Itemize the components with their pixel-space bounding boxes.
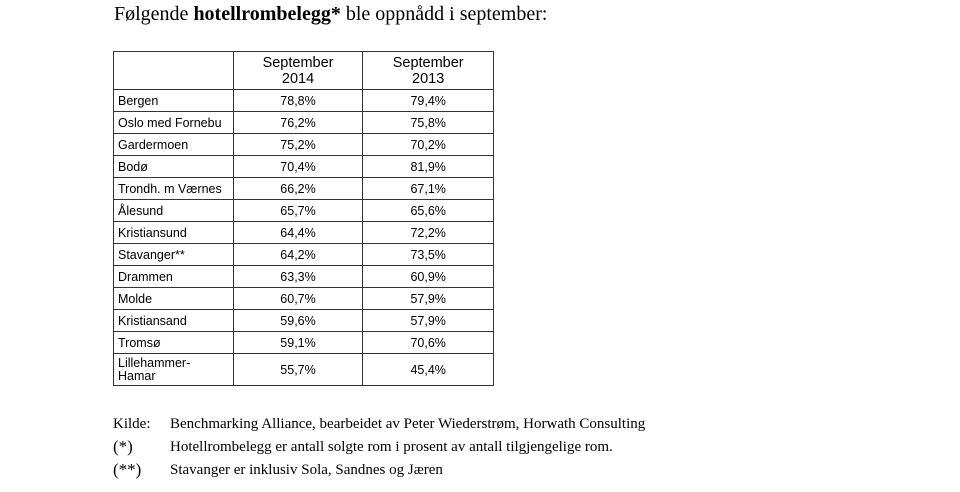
- table-header-row: [114, 52, 494, 90]
- city-cell: Kristiansand: [114, 310, 234, 332]
- value-2013-cell: 70,2%: [363, 134, 494, 156]
- value-2013-cell: 67,1%: [363, 178, 494, 200]
- title-suffix: ble oppnådd i september:: [340, 3, 548, 25]
- city-cell: Lillehammer- Hamar: [114, 354, 234, 386]
- value-2013-cell: 72,2%: [363, 222, 494, 244]
- table-row: [114, 332, 494, 354]
- value-2014-cell: 70,4%: [233, 156, 363, 178]
- title-prefix: Følgende: [114, 3, 194, 25]
- value-2013-cell: 79,4%: [363, 90, 494, 112]
- city-cell: Drammen: [114, 266, 234, 288]
- value-2014-cell: 59,6%: [233, 310, 363, 332]
- value-2014-cell: 55,7%: [233, 354, 363, 386]
- city-cell: Molde: [114, 288, 234, 310]
- city-cell: Bergen: [114, 90, 234, 112]
- table-row: [114, 310, 494, 332]
- city-cell: Stavanger**: [114, 244, 234, 266]
- value-2014-cell: 64,2%: [233, 244, 363, 266]
- value-2014-cell: 66,2%: [233, 178, 363, 200]
- title-bold: hotellrombelegg*: [193, 3, 341, 25]
- value-2014-cell: 65,7%: [233, 200, 363, 222]
- table-row: [114, 266, 494, 288]
- value-2014-cell: 64,4%: [233, 222, 363, 244]
- city-cell: Bodø: [114, 156, 234, 178]
- table-row: [114, 354, 494, 386]
- note-key: (*): [113, 437, 133, 456]
- table-row: [114, 200, 494, 222]
- header-2014: [233, 52, 363, 90]
- occupancy-table: [113, 51, 494, 386]
- header-2013: [363, 52, 494, 90]
- value-2013-cell: 60,9%: [363, 266, 494, 288]
- value-2014-cell: 63,3%: [233, 266, 363, 288]
- value-2014-cell: 76,2%: [233, 112, 363, 134]
- value-2013-cell: 57,9%: [363, 310, 494, 332]
- note-text: Stavanger er inklusiv Sola, Sandnes og Jæren: [170, 462, 443, 478]
- value-2013-cell: 75,8%: [363, 112, 494, 134]
- table-row: [114, 156, 494, 178]
- value-2014-cell: 75,2%: [233, 134, 363, 156]
- note-key: (**): [113, 460, 142, 479]
- city-cell: Gardermoen: [114, 134, 234, 156]
- note-text: Hotellrombelegg er antall solgte rom i prosent av antall tilgjengelige rom.: [170, 439, 613, 455]
- header-city: [114, 52, 234, 90]
- header-2014-month: September: [262, 54, 334, 71]
- table-row: [114, 112, 494, 134]
- value-2014-cell: 78,8%: [233, 90, 363, 112]
- value-2014-cell: 60,7%: [233, 288, 363, 310]
- value-2014-cell: 59,1%: [233, 332, 363, 354]
- table-row: [114, 244, 494, 266]
- city-cell: Tromsø: [114, 332, 234, 354]
- header-2013-year: 2013: [412, 70, 445, 87]
- value-2013-cell: 45,4%: [363, 354, 494, 386]
- city-cell: Oslo med Fornebu: [114, 112, 234, 134]
- note-key: Kilde:: [113, 416, 151, 432]
- city-cell: Kristiansund: [114, 222, 234, 244]
- table-row: [114, 222, 494, 244]
- table-row: [114, 288, 494, 310]
- value-2013-cell: 70,6%: [363, 332, 494, 354]
- city-cell: Trondh. m Værnes: [114, 178, 234, 200]
- value-2013-cell: 57,9%: [363, 288, 494, 310]
- header-2014-year: 2014: [281, 70, 315, 87]
- value-2013-cell: 73,5%: [363, 244, 494, 266]
- table-row: [114, 178, 494, 200]
- table-row: [114, 90, 494, 112]
- header-2013-month: September: [392, 54, 464, 71]
- value-2013-cell: 65,6%: [363, 200, 494, 222]
- city-cell: Ålesund: [114, 200, 234, 222]
- value-2013-cell: 81,9%: [363, 156, 494, 178]
- table-row: [114, 134, 494, 156]
- note-text: Benchmarking Alliance, bearbeidet av Peter Wiederstrøm, Horwath Consulting: [170, 416, 646, 432]
- page-title: [114, 2, 547, 26]
